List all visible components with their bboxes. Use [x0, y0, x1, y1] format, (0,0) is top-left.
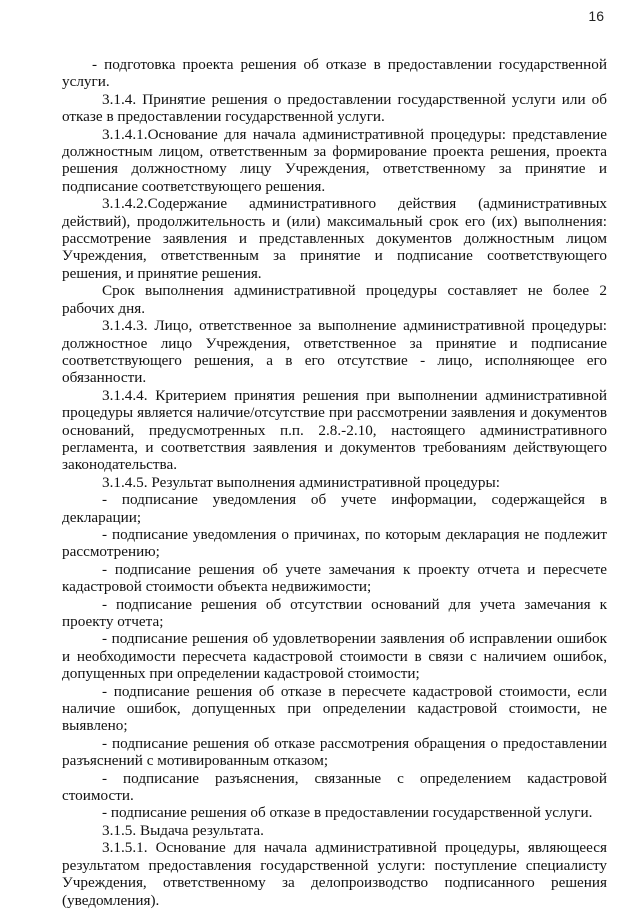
list-item-recalculation-refusal: - подписание решения об отказе в пересчете кадастровой стоимости, если наличие ошибок, допущенных при определении кадастровой стоимости, не выявлено; [62, 682, 607, 735]
list-item-clarification-signing: - подписание разъяснения, связанные с определением кадастровой стоимости. [62, 769, 607, 805]
paragraph-3-1-5: 3.1.5. Выдача результата. [102, 821, 264, 839]
list-item-declaration-rejection: - подписание уведомления о причинах, по которым декларация не подлежит рассмотрению; [62, 525, 607, 561]
list-item-clarification-refusal: - подписание решения об отказе рассмотрения обращения о предоставлении разъяснений с мотивированным отказом; [62, 734, 607, 770]
list-item-remark-recalculation: - подписание решения об учете замечания к проекту отчета и пересчете кадастровой стоимости объекта недвижимости; [62, 560, 607, 596]
list-item-no-grounds-remark: - подписание решения об отсутствии оснований для учета замечания к проекту отчета; [62, 595, 607, 630]
paragraph-3-1-4-5: 3.1.4.5. Результат выполнения административной процедуры: [102, 473, 500, 491]
paragraph-3-1-4-3: 3.1.4.3. Лицо, ответственное за выполнение административной процедуры: должностное лицо Учреждения, ответственное за принятие и подписание соответствующего решения, а в его отсутствие - лицо, исполняющее его обязанности. [62, 317, 607, 387]
paragraph-deadline: Срок выполнения административной процедуры составляет не более 2 рабочих дня. [62, 282, 607, 317]
paragraph-3-1-4-4: 3.1.4.4. Критерием принятия решения при выполнении административной процедуры является наличие/отсутствие при рассмотрении заявления и документов оснований, предусмотренных п.п. 2.8.-2.10, настоящего административного регламента, и соответствия заявления и документов требованиям действующего законодательства. [62, 386, 607, 474]
paragraph-3-1-4-2: 3.1.4.2.Содержание административного действия (административных действий), продолжительность и (или) максимальный срок его (их) выполнения: рассмотрение заявления и представленных документов должностным лицом Учреждения, ответственным за принятие и подписание соответствующего решения, и принятие решения. [62, 195, 607, 282]
paragraph-3-1-4: 3.1.4. Принятие решения о предоставлении государственной услуги или об отказе в предоставлении государственной услуги. [62, 90, 607, 126]
list-item-service-refusal: - подписание решения об отказе в предоставлении государственной услуги. [102, 804, 593, 822]
list-item-error-correction: - подписание решения об удовлетворении заявления об исправлении ошибок и необходимости пересчета кадастровой стоимости в связи с наличием ошибок, допущенных при определении кадастровой стоимости; [62, 630, 607, 683]
paragraph-prepare-refusal-draft: - подготовка проекта решения об отказе в предоставлении государственной услуги. [62, 56, 607, 91]
document-body [62, 56, 607, 909]
list-item-declaration-accounting: - подписание уведомления об учете информации, содержащейся в декларации; [62, 491, 607, 526]
paragraph-3-1-5-1: 3.1.5.1. Основание для начала административной процедуры, являющееся результатом предоставления государственной услуги: поступление специалисту Учреждения, ответственному за делопроизводство подписанного решения (уведомления). [62, 839, 607, 909]
page-number: 16 [588, 8, 604, 24]
paragraph-3-1-4-1: 3.1.4.1.Основание для начала административной процедуры: представление должностным лицом, ответственным за формирование проекта решения, проекта решения должностному лицу Учреждения, ответственному за принятие и подписание соответствующего решения. [62, 125, 607, 195]
